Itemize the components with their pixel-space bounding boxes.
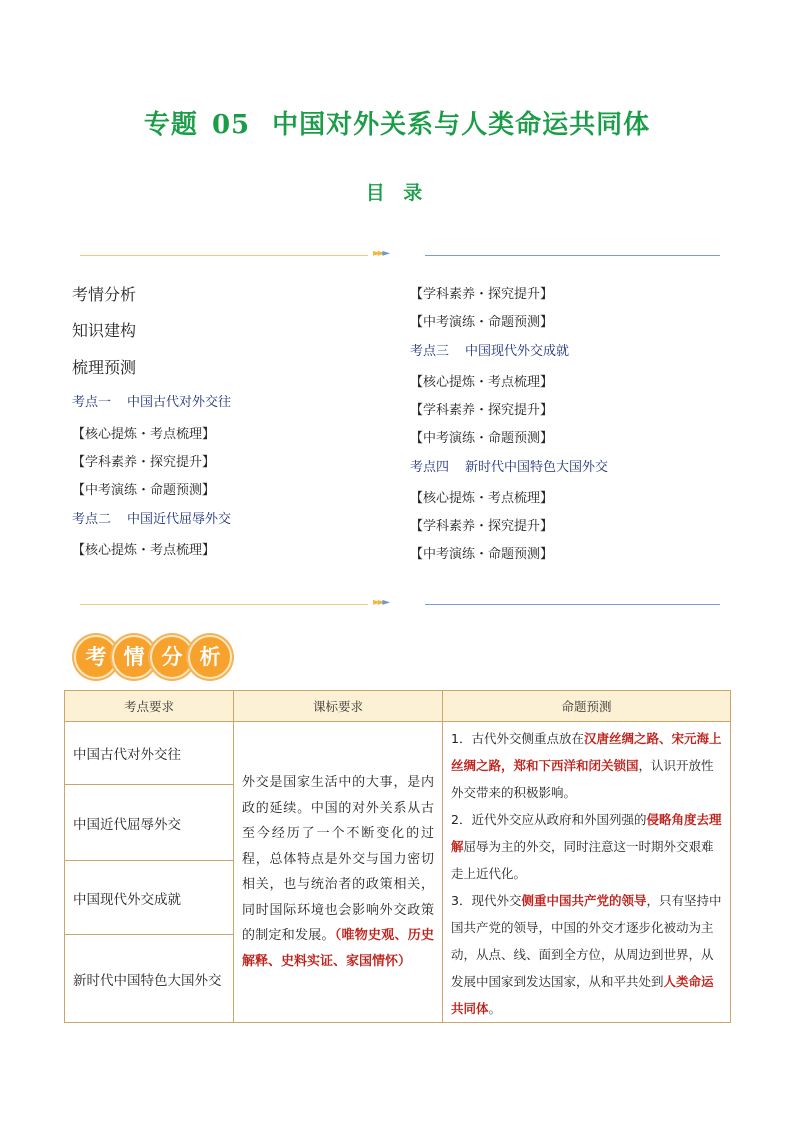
arrows-icon: ►►► xyxy=(373,597,388,608)
toc-subitem[interactable]: 【中考演练・命题预测】 xyxy=(410,431,554,446)
toc-kaodian-2[interactable]: 考点二 中国近代屈辱外交 xyxy=(72,512,232,527)
badge-char: 析 xyxy=(188,635,232,679)
toc-subitem[interactable]: 【学科素养・探究提升】 xyxy=(72,455,216,470)
kaodian-cell: 中国现代外交成就 xyxy=(65,861,234,935)
toc-subitem[interactable]: 【核心提炼・考点梳理】 xyxy=(410,375,554,390)
section-badge xyxy=(72,633,224,679)
kebiao-cell: 外交是国家生活中的大事，是内政的延续。中国的对外关系从古至今经历了一个不断变化的过程，总体特点是外交与国力密切相关，也与统治者的政策相关，同时国际环境也会影响外交政策的制定和发展。（唯物史观、历史解释、史料实证、家国情怀） xyxy=(234,722,443,1023)
toc-subitem[interactable]: 【中考演练・命题预测】 xyxy=(410,547,554,562)
toc-subitem[interactable]: 【学科素养・探究提升】 xyxy=(410,403,554,418)
toc-kaodian-4[interactable]: 考点四 新时代中国特色大国外交 xyxy=(410,460,609,475)
badge-char: 考 xyxy=(74,635,118,679)
kaodian-cell: 新时代中国特色大国外交 xyxy=(65,935,234,1023)
kaodian-cell: 中国近代屈辱外交 xyxy=(65,785,234,861)
analysis-table xyxy=(64,690,731,1023)
toc-heading: 目 录 xyxy=(365,182,429,204)
toc-subitem[interactable]: 【核心提炼・考点梳理】 xyxy=(72,427,216,442)
badge-char: 分 xyxy=(150,635,194,679)
toc-subitem[interactable]: 【学科素养・探究提升】 xyxy=(410,287,554,302)
toc-section[interactable]: 知识建构 xyxy=(72,321,137,340)
table-header: 命题预测 xyxy=(443,691,731,722)
toc-section[interactable]: 考情分析 xyxy=(72,285,137,304)
toc-subitem[interactable]: 【核心提炼・考点梳理】 xyxy=(410,491,554,506)
kebiao-tag: （唯物史观、历史解释、史料实证、家国情怀） xyxy=(242,928,434,969)
page-title xyxy=(0,104,794,141)
toc-subitem[interactable]: 【核心提炼・考点梳理】 xyxy=(72,543,216,558)
kaodian-cell: 中国古代对外交往 xyxy=(65,722,234,785)
divider-bottom xyxy=(80,597,720,609)
toc-subitem[interactable]: 【学科素养・探究提升】 xyxy=(410,519,554,534)
yuce-cell: 1．古代外交侧重点放在汉唐丝绸之路、宋元海上丝绸之路，郑和下西洋和闭关锁国，认识开放性外交带来的积极影响。 2．近代外交应从政府和外国列强的侵略角度去理解屈辱为主的外交，同时注意这一时期外交艰难走上近代化。 3．现代外交侧重中国共产党的领导，只有坚持中国共产党的领导，中国的外交才逐步化被动为主动，从点、线、面到全方位，从周边到世界，从发展中国家到发达国家，从和平共处到人类命运共同体。 xyxy=(443,722,731,1023)
arrows-icon: ►►► xyxy=(373,248,388,259)
title-prefix: 专题 xyxy=(143,110,198,140)
toc-section[interactable]: 梳理预测 xyxy=(72,358,137,377)
badge-char: 情 xyxy=(112,635,156,679)
toc-kaodian-3[interactable]: 考点三 中国现代外交成就 xyxy=(410,344,570,359)
title-main: 中国对外关系与人类命运共同体 xyxy=(272,110,651,140)
title-number: 05 xyxy=(211,110,251,140)
toc-kaodian-1[interactable]: 考点一 中国古代对外交往 xyxy=(72,395,232,410)
table-header: 课标要求 xyxy=(234,691,443,722)
divider-top xyxy=(80,248,720,260)
toc-subitem[interactable]: 【中考演练・命题预测】 xyxy=(72,483,216,498)
toc-subitem[interactable]: 【中考演练・命题预测】 xyxy=(410,315,554,330)
table-header: 考点要求 xyxy=(65,691,234,722)
